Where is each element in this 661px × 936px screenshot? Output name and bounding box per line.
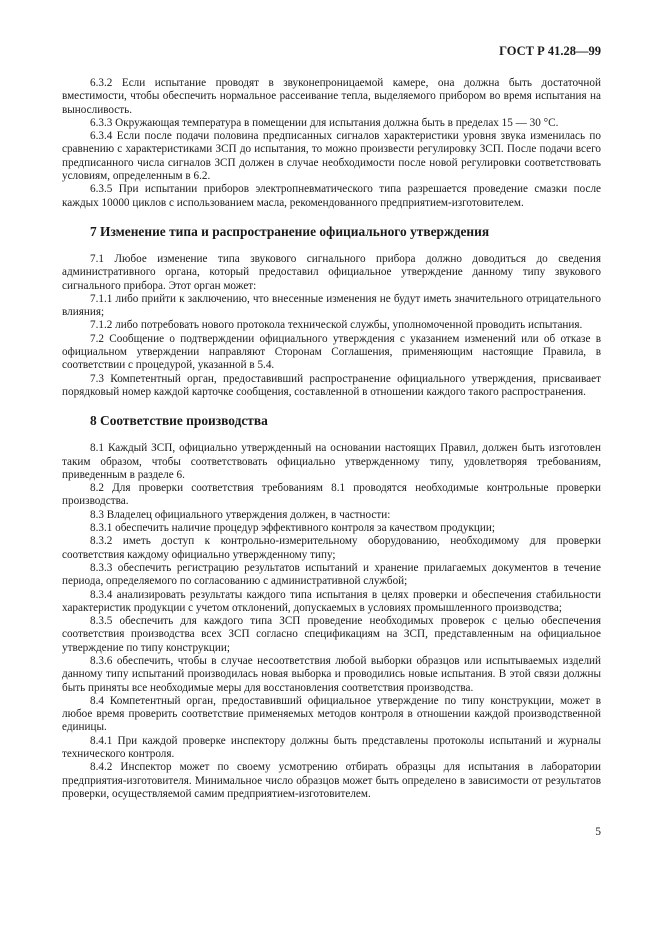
section-7-title: 7 Изменение типа и распространение официального утверждения [90, 223, 490, 239]
clause-8-2: 8.2 Для проверки соответствия требованиям 8.1 проводятся необходимые контрольные проверки производства. [62, 482, 601, 508]
clause-8-3-5: 8.3.5 обеспечить для каждого типа ЗСП проведение необходимых проверок с целью обеспечения соответствия производства всех ЗСП согласно спецификациям на ЗСП, представленным на официальное утверждение по типу конструкции; [62, 615, 601, 654]
section-8-title: 8 Соответствие производства [90, 413, 268, 429]
clause-7-1-1: 7.1.1 либо прийти к заключению, что внесенные изменения не будут иметь значительного отрицательного влияния; [62, 292, 601, 319]
clause-7-1: 7.1 Любое изменение типа звукового сигнального прибора должно доводиться до сведения административного органа, который предоставил официальное утверждение данному типу звукового сигнального прибора. Этот орган может: [62, 252, 601, 292]
document-header: ГОСТ Р 41.28—99 [499, 44, 601, 58]
clause-8-3: 8.3 Владелец официального утверждения должен, в частности: [90, 508, 391, 521]
section-7 [62, 253, 601, 399]
clause-8-4-1: 8.4.1 При каждой проверке инспектору должны быть представлены протоколы испытаний и журналы технического контроля. [62, 734, 601, 761]
clause-6-3-3: 6.3.3 Окружающая температура в помещении для испытания должна быть в пределах 15 — 30 °С. [90, 116, 559, 129]
clause-8-4-2: 8.4.2 Инспектор может по своему усмотрению отбирать образцы для испытания в лаборатории предприятия-изготовителя. Минимальное число образцов может быть определено в зависимости от результатов проверки, осуществляемой самим предприятием-изготовителем. [62, 761, 601, 800]
clause-7-3: 7.3 Компетентный орган, предоставивший распространение официального утверждения, присваивает порядковый номер каждой карточке сообщения, составленной в отношении каждого такого распространения. [62, 372, 601, 398]
clause-6-3-2: 6.3.2 Если испытание проводят в звуконепроницаемой камере, она должна быть достаточной вместимости, чтобы обеспечить нормальное рассеивание тепла, выделяемого прибором во время испытания на выносливость. [62, 77, 601, 116]
section-8 [62, 442, 601, 801]
clause-6-3-4: 6.3.4 Если после подачи половина предписанных сигналов характеристики уровня звука изменилась по сравнению с характеристиками ЗСП до испытания, то можно произвести регулировку ЗСП. После подачи всего предписанного числа сигналов ЗСП должен в случае необходимости после новой регулировки соответствовать условиям, определенным в 6.2. [62, 130, 601, 183]
clause-8-1: 8.1 Каждый ЗСП, официально утвержденный на основании настоящих Правил, должен быть изготовлен таким образом, чтобы соответствовать официально утвержденному типу, удовлетворяя требованиям, приведенным в разделе 6. [62, 442, 601, 481]
clause-6-3-5: 6.3.5 При испытании приборов электропневматического типа разрешается проведение смазки после каждых 10000 циклов с использованием масла, рекомендованного предприятием-изготовителем. [62, 183, 601, 209]
clause-8-3-1: 8.3.1 обеспечить наличие процедур эффективного контроля за качеством продукции; [90, 522, 495, 535]
clause-8-4: 8.4 Компетентный орган, предоставивший официальное утверждение по типу конструкции, может в любое время проверить соответствие применяемых методов контроля в отношении каждой производственной единицы. [62, 694, 601, 734]
clause-8-3-6: 8.3.6 обеспечить, чтобы в случае несоответствия любой выборки образцов или испытываемых изделий данному типу испытаний производилась новая выборка и проводились новые испытания. В этой связи должны быть приняты все необходимые меры для восстановления соответствия производства. [62, 654, 601, 694]
clause-7-1-2: 7.1.2 либо потребовать нового протокола технической службы, уполномоченной проводить испытания. [90, 319, 583, 332]
section-6-continuation [62, 77, 601, 210]
clause-8-3-3: 8.3.3 обеспечить регистрацию результатов испытаний и хранение прилагаемых документов в течение периода, определяемого по согласованию с административной службой; [62, 561, 601, 588]
clause-7-2: 7.2 Сообщение о подтверждении официального утверждения с указанием изменений или об отказе в официальном утверждении направляют Сторонам Соглашения, применяющим настоящие Правила, в соответствии с процедурой, указанной в 5.4. [62, 332, 601, 372]
clause-8-3-4: 8.3.4 анализировать результаты каждого типа испытания в целях проверки и обеспечения стабильности характеристик продукции с учетом отклонений, допускаемых в условиях промышленного производства; [62, 588, 601, 614]
clause-8-3-2: 8.3.2 иметь доступ к контрольно-измерительному оборудованию, необходимому для проверки соответствия каждому официально утвержденному типу; [62, 535, 601, 561]
page-number: 5 [595, 826, 601, 838]
